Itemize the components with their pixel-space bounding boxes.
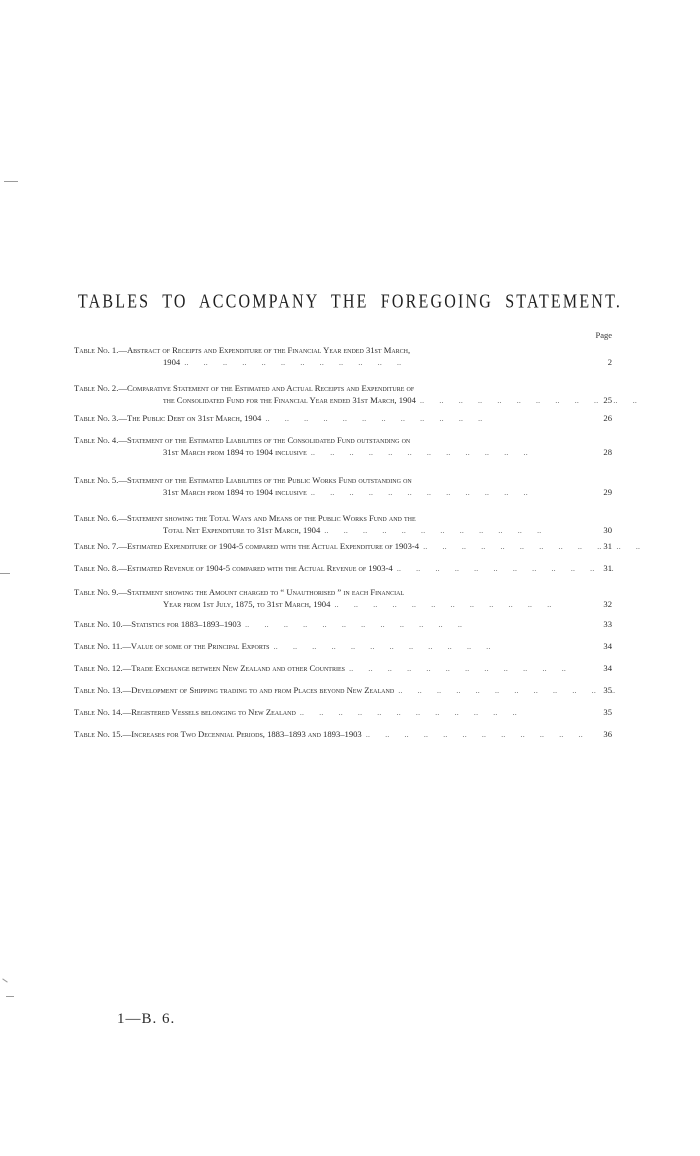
toc-entry-page-number: 36 bbox=[603, 729, 612, 739]
toc-entry-text: Registered Vessels belonging to New Zealand bbox=[131, 707, 296, 717]
toc-entry bbox=[74, 562, 612, 574]
margin-mark bbox=[4, 181, 18, 182]
toc-entry-page-number: 29 bbox=[603, 487, 612, 497]
toc-entry-line bbox=[74, 512, 612, 524]
toc-entry-line bbox=[74, 586, 612, 598]
toc-entry-page-number: 26 bbox=[603, 413, 612, 423]
dot-leader bbox=[307, 446, 588, 458]
toc-entry-line bbox=[74, 706, 612, 718]
dot-leader bbox=[241, 618, 588, 630]
toc-entry-line bbox=[74, 474, 612, 486]
toc-entry-page-number: 30 bbox=[603, 525, 612, 535]
toc-entry-label: Table No. 1.— bbox=[74, 345, 127, 355]
toc-entry bbox=[74, 618, 612, 630]
toc-entry-page-number: 35 bbox=[603, 707, 612, 717]
toc-entry-label: Table No. 9.— bbox=[74, 587, 127, 597]
dot-leader bbox=[394, 684, 588, 696]
toc-entry-text: Increases for Two Decennial Periods, 1883–1893 and 1893–1903 bbox=[131, 729, 362, 739]
toc-entry-page-number: 31 bbox=[603, 563, 612, 573]
toc-entry-label: Table No. 14.— bbox=[74, 707, 132, 717]
toc-entry-line bbox=[74, 618, 612, 630]
toc-entry bbox=[74, 474, 612, 498]
toc-entry-line bbox=[74, 382, 612, 394]
toc-entry-continuation bbox=[74, 486, 612, 498]
toc-entry-text: 31st March from 1894 to 1904 inclusive bbox=[163, 447, 307, 457]
dot-leader bbox=[330, 598, 588, 610]
toc-entry-line bbox=[74, 662, 612, 674]
toc-entry-label: Table No. 7.— bbox=[74, 541, 127, 551]
margin-mark bbox=[2, 978, 7, 982]
toc-entry bbox=[74, 684, 612, 696]
toc-entry-line bbox=[74, 728, 612, 740]
toc-entry-text: Statement of the Estimated Liabilities of the Public Works Fund outstanding on bbox=[126, 475, 412, 485]
toc-entry-line bbox=[74, 562, 612, 574]
toc-entry-label: Table No. 3.— bbox=[74, 413, 127, 423]
toc-entry-text: Comparative Statement of the Estimated and Actual Receipts and Expenditure of bbox=[126, 383, 415, 393]
toc-entry-label: Table No. 2.— bbox=[74, 383, 127, 393]
toc-entry-line bbox=[74, 412, 612, 424]
toc-entry-line bbox=[74, 434, 612, 446]
dot-leader bbox=[296, 706, 588, 718]
toc-entry-text: Abstract of Receipts and Expenditure of the Financial Year ended 31st March, bbox=[126, 345, 411, 355]
toc-entry-text: Total Net Expenditure to 31st March, 1904 bbox=[163, 525, 321, 535]
toc-entry bbox=[74, 662, 612, 674]
toc-entry-continuation bbox=[74, 598, 612, 610]
toc-entry-line bbox=[74, 640, 612, 652]
toc-entry-label: Table No. 11.— bbox=[74, 641, 131, 651]
toc-entry bbox=[74, 586, 612, 610]
dot-leader bbox=[393, 562, 588, 574]
toc-entry-continuation bbox=[74, 446, 612, 458]
toc-entry bbox=[74, 512, 612, 536]
toc-entry-page-number: 34 bbox=[603, 663, 612, 673]
toc-entry-text: Statement showing the Total Ways and Means of the Public Works Fund and the bbox=[126, 513, 416, 523]
dot-leader bbox=[261, 412, 588, 424]
toc-entry-line bbox=[74, 344, 612, 356]
toc-entry-page-number: 25 bbox=[603, 395, 612, 405]
dot-leader bbox=[180, 356, 588, 368]
toc-entry-page-number: 28 bbox=[603, 447, 612, 457]
toc-entry-label: Table No. 5.— bbox=[74, 475, 127, 485]
toc-entry-text: Estimated Expenditure of 1904-5 compared with the Actual Expenditure of 1903-4 bbox=[126, 541, 420, 551]
toc-entry-text: Trade Exchange between New Zealand and other Countries bbox=[131, 663, 345, 673]
toc-entry-text: 31st March from 1894 to 1904 inclusive bbox=[163, 487, 307, 497]
toc-entry bbox=[74, 382, 612, 406]
toc-entry-text: Value of some of the Principal Exports bbox=[130, 641, 270, 651]
toc-entry-page-number: 35 bbox=[603, 685, 612, 695]
toc-entry-label: Table No. 4.— bbox=[74, 435, 127, 445]
page-footer: 1—B. 6. bbox=[117, 1011, 176, 1027]
toc-entry-text: Estimated Revenue of 1904-5 compared with the Actual Revenue of 1903-4 bbox=[126, 563, 393, 573]
toc-entry-continuation bbox=[74, 524, 612, 536]
toc-entry bbox=[74, 640, 612, 652]
dot-leader bbox=[362, 728, 588, 740]
margin-mark bbox=[6, 996, 14, 997]
toc-entry-page-number: 32 bbox=[603, 599, 612, 609]
dot-leader bbox=[345, 662, 588, 674]
toc-entry-line bbox=[74, 684, 612, 696]
toc-entry-page-number: 34 bbox=[603, 641, 612, 651]
toc-entry-text: Statement showing the Amount charged to “ Unauthorised ” in each Financial bbox=[126, 587, 405, 597]
page-column-header: Page bbox=[595, 330, 612, 340]
dot-leader bbox=[307, 486, 588, 498]
dot-leader bbox=[419, 540, 588, 552]
toc-entry bbox=[74, 412, 612, 424]
margin-mark bbox=[0, 573, 10, 574]
toc-entry-text: Statement of the Estimated Liabilities of the Consolidated Fund outstanding on bbox=[126, 435, 411, 445]
toc-entry bbox=[74, 728, 612, 740]
toc-entry-continuation bbox=[74, 394, 612, 406]
toc-entry-page-number: 33 bbox=[603, 619, 612, 629]
toc-entry-page-number: 31 bbox=[603, 541, 612, 551]
toc-entry-line bbox=[74, 540, 612, 552]
toc-entry-text: 1904 bbox=[163, 357, 181, 367]
toc-entry-page-number: 2 bbox=[607, 357, 612, 367]
toc-entry bbox=[74, 434, 612, 458]
dot-leader bbox=[416, 394, 588, 406]
toc-entry-label: Table No. 13.— bbox=[74, 685, 132, 695]
toc-entry-text: Year from 1st July, 1875, to 31st March, 1904 bbox=[163, 599, 331, 609]
toc-entry bbox=[74, 540, 612, 552]
toc-entry-label: Table No. 8.— bbox=[74, 563, 127, 573]
toc-entry-label: Table No. 10.— bbox=[74, 619, 132, 629]
toc-entry-text: Statistics for 1883–1893–1903 bbox=[131, 619, 242, 629]
toc-entry bbox=[74, 706, 612, 718]
toc-entry-text: The Public Debt on 31st March, 1904 bbox=[126, 413, 262, 423]
toc-entry-label: Table No. 15.— bbox=[74, 729, 132, 739]
dot-leader bbox=[269, 640, 588, 652]
toc-entry-continuation bbox=[74, 356, 612, 368]
toc-entry-label: Table No. 6.— bbox=[74, 513, 127, 523]
dot-leader bbox=[320, 524, 588, 536]
toc-entry-text: the Consolidated Fund for the Financial Year ended 31st March, 1904 bbox=[163, 395, 416, 405]
toc-entry bbox=[74, 344, 612, 368]
toc-entry-label: Table No. 12.— bbox=[74, 663, 132, 673]
page-title: TABLES TO ACCOMPANY THE FOREGOING STATEMENT. bbox=[77, 291, 623, 313]
toc-entry-text: Development of Shipping trading to and from Places beyond New Zealand bbox=[131, 685, 395, 695]
